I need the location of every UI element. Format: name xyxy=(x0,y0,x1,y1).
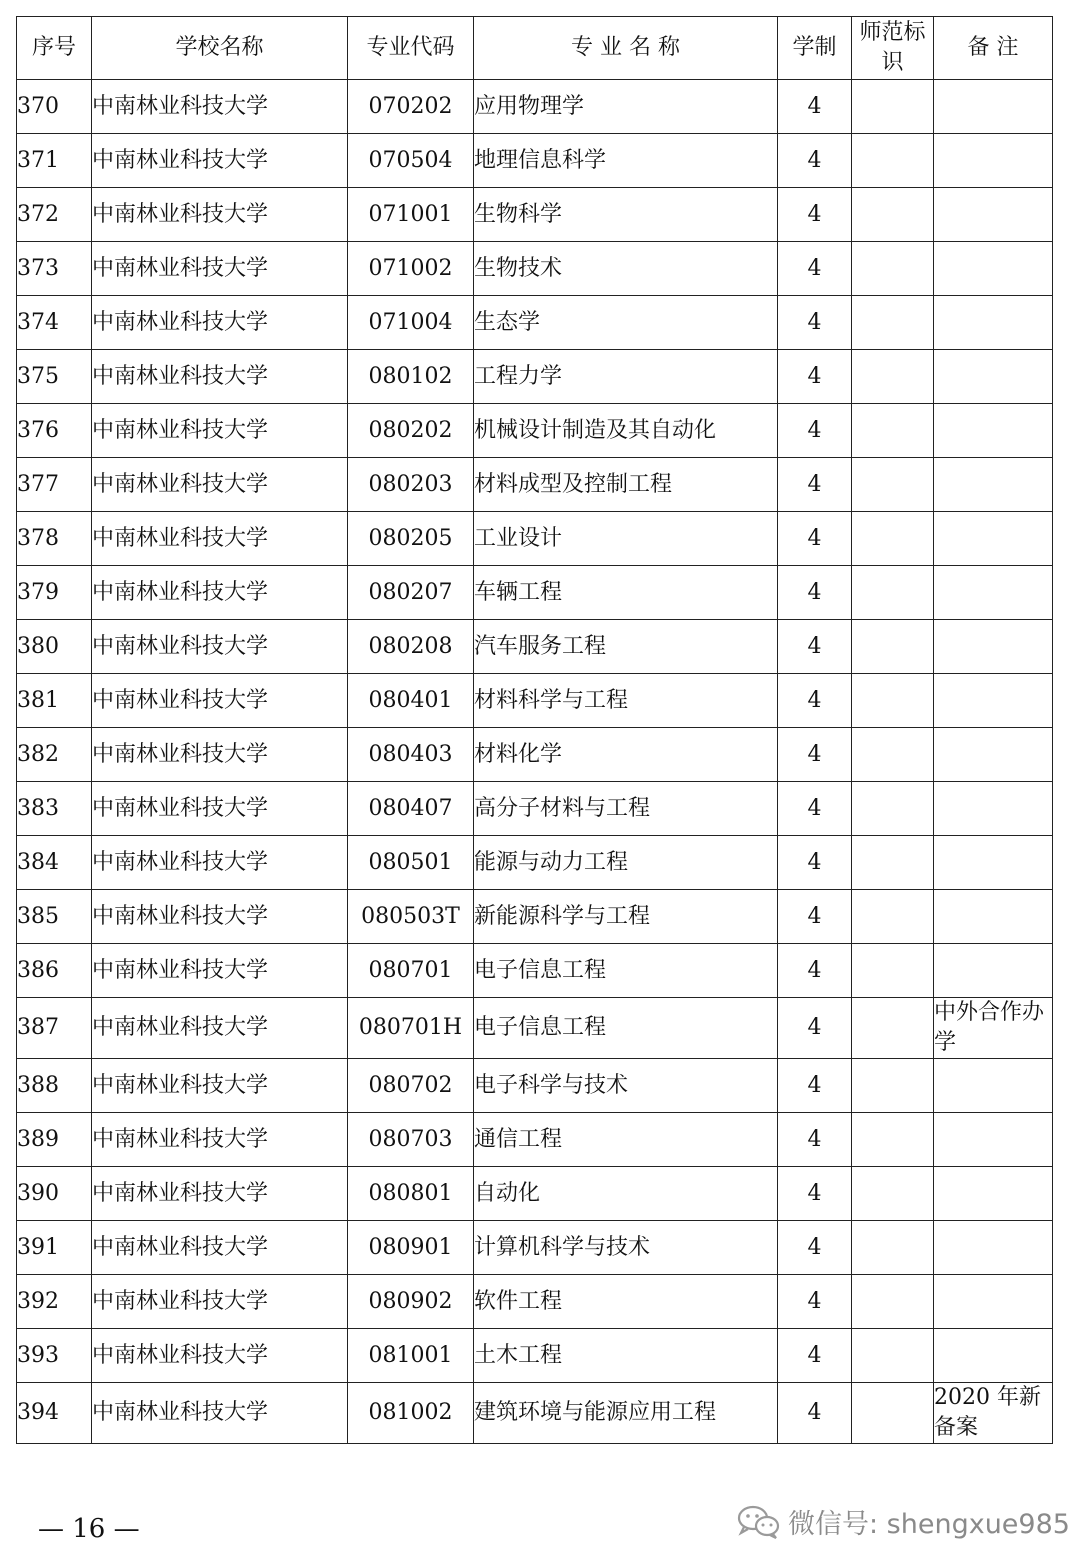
cell-years: 4 xyxy=(778,620,852,674)
cell-normal xyxy=(852,728,934,782)
cell-note xyxy=(934,1059,1053,1113)
cell-normal xyxy=(852,404,934,458)
cell-normal xyxy=(852,1329,934,1383)
table-row xyxy=(17,728,1053,782)
cell-no: 385 xyxy=(17,890,92,944)
cell-normal xyxy=(852,782,934,836)
cell-note xyxy=(934,80,1053,134)
cell-no: 394 xyxy=(17,1383,92,1444)
cell-code: 080207 xyxy=(348,566,474,620)
cell-school: 中南林业科技大学 xyxy=(92,1059,348,1113)
cell-code: 080801 xyxy=(348,1167,474,1221)
table-row xyxy=(17,782,1053,836)
cell-normal xyxy=(852,242,934,296)
cell-years: 4 xyxy=(778,1059,852,1113)
cell-note xyxy=(934,674,1053,728)
cell-code: 080702 xyxy=(348,1059,474,1113)
cell-years: 4 xyxy=(778,566,852,620)
cell-major: 自动化 xyxy=(474,1167,778,1221)
cell-major: 材料成型及控制工程 xyxy=(474,458,778,512)
cell-note xyxy=(934,1275,1053,1329)
table-row xyxy=(17,1167,1053,1221)
cell-no: 381 xyxy=(17,674,92,728)
cell-note xyxy=(934,620,1053,674)
page-number: — 16 — xyxy=(38,1514,140,1544)
cell-years: 4 xyxy=(778,782,852,836)
table-row xyxy=(17,836,1053,890)
cell-major: 工程力学 xyxy=(474,350,778,404)
cell-normal xyxy=(852,296,934,350)
cell-code: 080503T xyxy=(348,890,474,944)
cell-no: 383 xyxy=(17,782,92,836)
cell-years: 4 xyxy=(778,728,852,782)
cell-school: 中南林业科技大学 xyxy=(92,620,348,674)
cell-code: 071002 xyxy=(348,242,474,296)
cell-school: 中南林业科技大学 xyxy=(92,188,348,242)
cell-years: 4 xyxy=(778,350,852,404)
cell-school: 中南林业科技大学 xyxy=(92,944,348,998)
cell-no: 376 xyxy=(17,404,92,458)
cell-school: 中南林业科技大学 xyxy=(92,1275,348,1329)
cell-note xyxy=(934,350,1053,404)
cell-code: 080205 xyxy=(348,512,474,566)
cell-no: 388 xyxy=(17,1059,92,1113)
cell-major: 能源与动力工程 xyxy=(474,836,778,890)
cell-normal xyxy=(852,566,934,620)
cell-major: 建筑环境与能源应用工程 xyxy=(474,1383,778,1444)
table-row xyxy=(17,134,1053,188)
cell-code: 080501 xyxy=(348,836,474,890)
cell-major: 电子信息工程 xyxy=(474,998,778,1059)
table-row xyxy=(17,674,1053,728)
cell-code: 080202 xyxy=(348,404,474,458)
cell-normal xyxy=(852,188,934,242)
cell-school: 中南林业科技大学 xyxy=(92,1113,348,1167)
cell-code: 070504 xyxy=(348,134,474,188)
cell-code: 080701H xyxy=(348,998,474,1059)
watermark xyxy=(736,1502,1070,1541)
cell-no: 375 xyxy=(17,350,92,404)
cell-years: 4 xyxy=(778,1221,852,1275)
cell-code: 080902 xyxy=(348,1275,474,1329)
table-row xyxy=(17,1383,1053,1444)
cell-major: 高分子材料与工程 xyxy=(474,782,778,836)
cell-note xyxy=(934,782,1053,836)
cell-no: 370 xyxy=(17,80,92,134)
cell-no: 374 xyxy=(17,296,92,350)
cell-code: 071001 xyxy=(348,188,474,242)
cell-normal xyxy=(852,836,934,890)
cell-years: 4 xyxy=(778,242,852,296)
cell-normal xyxy=(852,134,934,188)
cell-no: 382 xyxy=(17,728,92,782)
table-row xyxy=(17,242,1053,296)
cell-school: 中南林业科技大学 xyxy=(92,296,348,350)
cell-major: 材料化学 xyxy=(474,728,778,782)
cell-normal xyxy=(852,1221,934,1275)
cell-note xyxy=(934,944,1053,998)
cell-school: 中南林业科技大学 xyxy=(92,512,348,566)
cell-code: 080701 xyxy=(348,944,474,998)
cell-no: 387 xyxy=(17,998,92,1059)
cell-school: 中南林业科技大学 xyxy=(92,242,348,296)
cell-major: 通信工程 xyxy=(474,1113,778,1167)
cell-note xyxy=(934,404,1053,458)
cell-years: 4 xyxy=(778,404,852,458)
cell-note xyxy=(934,1329,1053,1383)
cell-school: 中南林业科技大学 xyxy=(92,1383,348,1444)
cell-code: 080208 xyxy=(348,620,474,674)
table-row xyxy=(17,80,1053,134)
header-code: 专业代码 xyxy=(348,17,474,80)
cell-code: 080901 xyxy=(348,1221,474,1275)
cell-normal xyxy=(852,944,934,998)
cell-note xyxy=(934,1167,1053,1221)
cell-no: 389 xyxy=(17,1113,92,1167)
cell-years: 4 xyxy=(778,998,852,1059)
cell-note xyxy=(934,1221,1053,1275)
table-row xyxy=(17,944,1053,998)
cell-note xyxy=(934,242,1053,296)
cell-years: 4 xyxy=(778,188,852,242)
cell-major: 汽车服务工程 xyxy=(474,620,778,674)
cell-major: 电子科学与技术 xyxy=(474,1059,778,1113)
header-row xyxy=(17,17,1053,80)
table-row xyxy=(17,1275,1053,1329)
table-row xyxy=(17,1329,1053,1383)
header-school: 学校名称 xyxy=(92,17,348,80)
cell-note xyxy=(934,512,1053,566)
cell-school: 中南林业科技大学 xyxy=(92,728,348,782)
cell-normal xyxy=(852,1059,934,1113)
cell-major: 生物科学 xyxy=(474,188,778,242)
table-row xyxy=(17,998,1053,1059)
cell-school: 中南林业科技大学 xyxy=(92,674,348,728)
cell-note xyxy=(934,134,1053,188)
cell-school: 中南林业科技大学 xyxy=(92,134,348,188)
cell-major: 地理信息科学 xyxy=(474,134,778,188)
table-row xyxy=(17,350,1053,404)
watermark-text: 微信号: shengxue985 xyxy=(788,1509,1070,1540)
cell-no: 379 xyxy=(17,566,92,620)
cell-major: 车辆工程 xyxy=(474,566,778,620)
cell-normal xyxy=(852,620,934,674)
cell-no: 392 xyxy=(17,1275,92,1329)
cell-years: 4 xyxy=(778,1275,852,1329)
cell-school: 中南林业科技大学 xyxy=(92,404,348,458)
cell-code: 080403 xyxy=(348,728,474,782)
cell-years: 4 xyxy=(778,890,852,944)
cell-note xyxy=(934,890,1053,944)
table-row xyxy=(17,1221,1053,1275)
cell-major: 生态学 xyxy=(474,296,778,350)
cell-major: 土木工程 xyxy=(474,1329,778,1383)
cell-major: 电子信息工程 xyxy=(474,944,778,998)
cell-major: 应用物理学 xyxy=(474,80,778,134)
cell-normal xyxy=(852,80,934,134)
cell-note xyxy=(934,296,1053,350)
cell-note xyxy=(934,836,1053,890)
cell-no: 378 xyxy=(17,512,92,566)
cell-school: 中南林业科技大学 xyxy=(92,1221,348,1275)
cell-years: 4 xyxy=(778,296,852,350)
cell-normal xyxy=(852,350,934,404)
majors-table xyxy=(16,16,1053,1444)
cell-years: 4 xyxy=(778,512,852,566)
cell-major: 软件工程 xyxy=(474,1275,778,1329)
cell-school: 中南林业科技大学 xyxy=(92,890,348,944)
cell-code: 080203 xyxy=(348,458,474,512)
cell-note xyxy=(934,1113,1053,1167)
cell-school: 中南林业科技大学 xyxy=(92,80,348,134)
cell-note xyxy=(934,728,1053,782)
cell-major: 工业设计 xyxy=(474,512,778,566)
cell-note xyxy=(934,566,1053,620)
cell-years: 4 xyxy=(778,674,852,728)
cell-code: 080102 xyxy=(348,350,474,404)
header-no: 序号 xyxy=(17,17,92,80)
cell-years: 4 xyxy=(778,80,852,134)
cell-no: 393 xyxy=(17,1329,92,1383)
cell-code: 081002 xyxy=(348,1383,474,1444)
cell-normal xyxy=(852,1275,934,1329)
cell-major: 生物技术 xyxy=(474,242,778,296)
cell-school: 中南林业科技大学 xyxy=(92,1167,348,1221)
cell-years: 4 xyxy=(778,1167,852,1221)
cell-school: 中南林业科技大学 xyxy=(92,458,348,512)
cell-normal xyxy=(852,512,934,566)
cell-note xyxy=(934,458,1053,512)
table-body xyxy=(17,80,1053,1444)
cell-years: 4 xyxy=(778,1383,852,1444)
cell-major: 材料科学与工程 xyxy=(474,674,778,728)
cell-no: 371 xyxy=(17,134,92,188)
header-major: 专 业 名 称 xyxy=(474,17,778,80)
cell-code: 080407 xyxy=(348,782,474,836)
table-row xyxy=(17,296,1053,350)
table-row xyxy=(17,1059,1053,1113)
cell-years: 4 xyxy=(778,944,852,998)
cell-no: 372 xyxy=(17,188,92,242)
table-row xyxy=(17,188,1053,242)
table-row xyxy=(17,404,1053,458)
cell-code: 081001 xyxy=(348,1329,474,1383)
cell-code: 080401 xyxy=(348,674,474,728)
table-row xyxy=(17,620,1053,674)
cell-no: 390 xyxy=(17,1167,92,1221)
cell-normal xyxy=(852,1113,934,1167)
table-row xyxy=(17,458,1053,512)
table-row xyxy=(17,890,1053,944)
wechat-icon xyxy=(736,1503,782,1541)
header-note: 备 注 xyxy=(934,17,1053,80)
cell-code: 070202 xyxy=(348,80,474,134)
header-years: 学制 xyxy=(778,17,852,80)
cell-no: 380 xyxy=(17,620,92,674)
cell-years: 4 xyxy=(778,458,852,512)
cell-major: 机械设计制造及其自动化 xyxy=(474,404,778,458)
cell-years: 4 xyxy=(778,134,852,188)
cell-normal xyxy=(852,998,934,1059)
cell-major: 新能源科学与工程 xyxy=(474,890,778,944)
cell-major: 计算机科学与技术 xyxy=(474,1221,778,1275)
cell-school: 中南林业科技大学 xyxy=(92,566,348,620)
cell-years: 4 xyxy=(778,1113,852,1167)
cell-normal xyxy=(852,458,934,512)
cell-normal xyxy=(852,1383,934,1444)
cell-code: 080703 xyxy=(348,1113,474,1167)
cell-years: 4 xyxy=(778,1329,852,1383)
cell-note: 中外合作办学 xyxy=(934,998,1053,1059)
table-row xyxy=(17,512,1053,566)
table-row xyxy=(17,1113,1053,1167)
cell-note xyxy=(934,188,1053,242)
cell-no: 377 xyxy=(17,458,92,512)
cell-code: 071004 xyxy=(348,296,474,350)
cell-school: 中南林业科技大学 xyxy=(92,782,348,836)
cell-no: 373 xyxy=(17,242,92,296)
cell-normal xyxy=(852,674,934,728)
cell-no: 391 xyxy=(17,1221,92,1275)
cell-school: 中南林业科技大学 xyxy=(92,350,348,404)
cell-note: 2020 年新备案 xyxy=(934,1383,1053,1444)
cell-no: 384 xyxy=(17,836,92,890)
cell-normal xyxy=(852,1167,934,1221)
cell-no: 386 xyxy=(17,944,92,998)
cell-years: 4 xyxy=(778,836,852,890)
cell-school: 中南林业科技大学 xyxy=(92,998,348,1059)
cell-normal xyxy=(852,890,934,944)
cell-school: 中南林业科技大学 xyxy=(92,836,348,890)
cell-school: 中南林业科技大学 xyxy=(92,1329,348,1383)
header-normal: 师范标识 xyxy=(852,17,934,80)
table-row xyxy=(17,566,1053,620)
